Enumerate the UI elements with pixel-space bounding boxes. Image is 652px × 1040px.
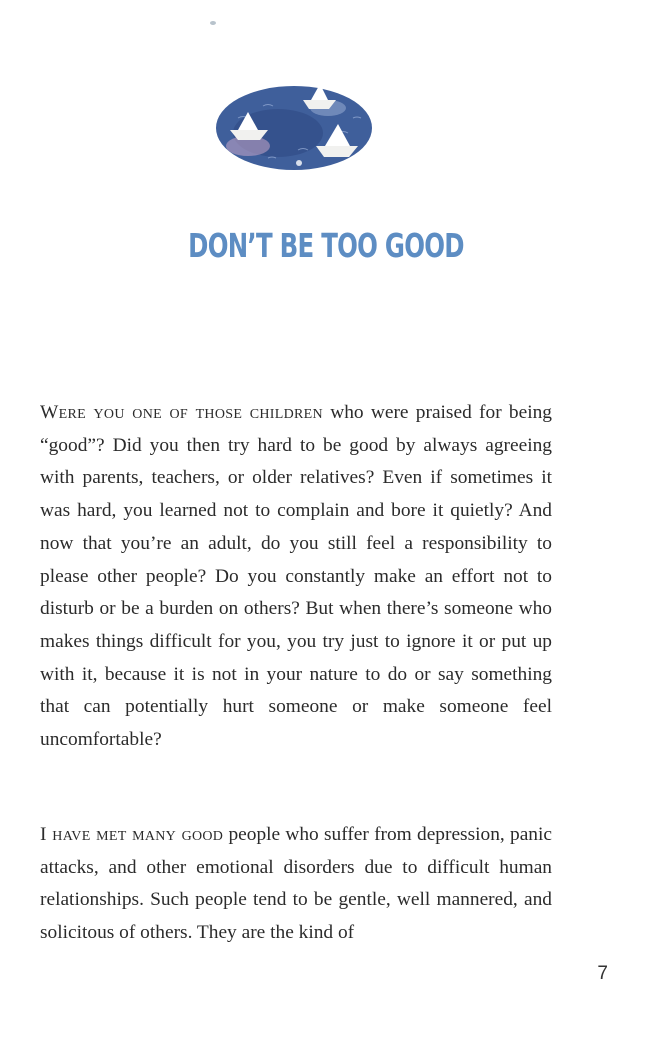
paper-boats-pond-icon <box>208 78 378 178</box>
paragraph-text: who were praised for being “good”? Did you then try hard to be good by always agreeing with parents, teachers, or older relatives? Even if sometimes it was hard, you learned not to complain and bore it quietly? And now that you’re an adult, do you still feel a responsibility to please other people? Do you constantly make an effort not to disturb or be a burden on others? But when there’s someone who makes things difficult for you, you try just to ignore it or put up with it, because it is not in your nature to do or say something that can potentially hurt someone or make someone feel uncomfortable? <box>40 402 552 751</box>
body-paragraph <box>40 819 552 950</box>
flower-dot <box>296 160 302 166</box>
paragraph-lead-in: I have met many good <box>40 824 224 845</box>
chapter-title: DON’T BE TOO GOOD <box>188 226 464 265</box>
paragraph-lead-in: Were you one of those children <box>40 402 323 423</box>
stray-ink-mark <box>210 21 216 25</box>
paragraph-text: people who suffer from depression, panic attacks, and other emotional disorders due to difficult human relationships. Such people tend to be gentle, well mannered, and solicitous of others. They are the kind of <box>40 824 552 944</box>
body-paragraph <box>40 397 552 757</box>
page-number: 7 <box>597 963 608 984</box>
